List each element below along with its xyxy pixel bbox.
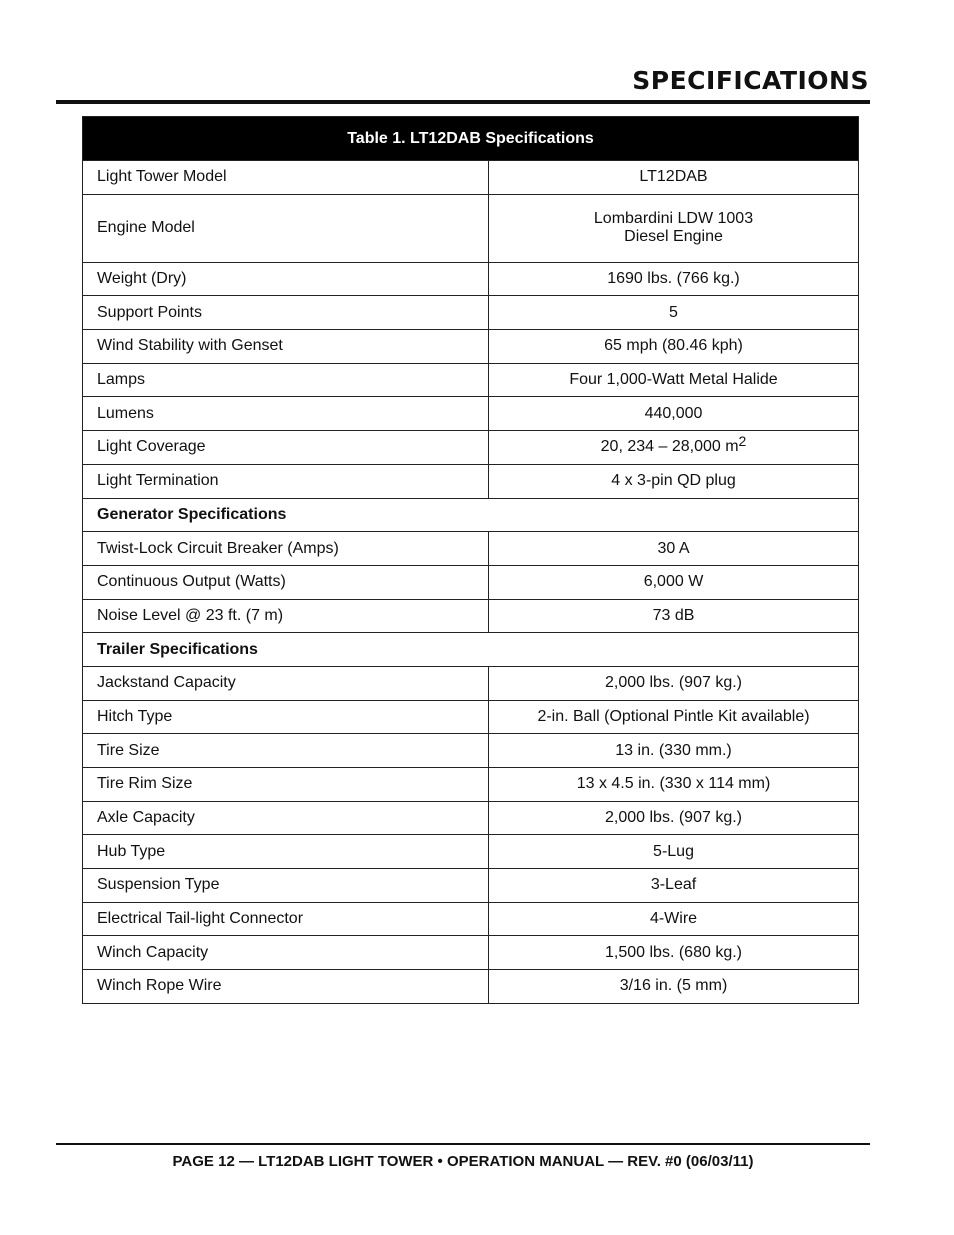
section-header-row bbox=[83, 633, 859, 667]
spec-label: Support Points bbox=[83, 296, 489, 330]
table-row bbox=[83, 835, 859, 869]
spec-value: 1,500 lbs. (680 kg.) bbox=[489, 936, 859, 970]
table-row bbox=[83, 194, 859, 262]
table-row bbox=[83, 397, 859, 431]
footer-rule bbox=[56, 1143, 870, 1145]
table-row bbox=[83, 363, 859, 397]
table-row bbox=[83, 902, 859, 936]
table-row bbox=[83, 330, 859, 364]
spec-value: 5-Lug bbox=[489, 835, 859, 869]
spec-value: 13 in. (330 mm.) bbox=[489, 734, 859, 768]
spec-value: 2-in. Ball (Optional Pintle Kit available) bbox=[489, 700, 859, 734]
table-caption-row bbox=[83, 117, 859, 161]
spec-value: 2,000 lbs. (907 kg.) bbox=[489, 801, 859, 835]
specifications-table bbox=[82, 116, 859, 1004]
spec-value-text: 20, 234 – 28,000 m bbox=[600, 438, 739, 456]
table-row bbox=[83, 161, 859, 195]
table-row bbox=[83, 296, 859, 330]
header-rule bbox=[56, 100, 870, 104]
spec-value: Four 1,000-Watt Metal Halide bbox=[489, 363, 859, 397]
table-row bbox=[83, 869, 859, 903]
spec-value-line: Diesel Engine bbox=[624, 228, 723, 246]
spec-label: Light Termination bbox=[83, 464, 489, 498]
spec-label: Hitch Type bbox=[83, 700, 489, 734]
spec-value: 6,000 W bbox=[489, 565, 859, 599]
spec-label: Lamps bbox=[83, 363, 489, 397]
table-row bbox=[83, 464, 859, 498]
section-header: Trailer Specifications bbox=[83, 633, 859, 667]
spec-value: 4-Wire bbox=[489, 902, 859, 936]
spec-label: Jackstand Capacity bbox=[83, 666, 489, 700]
section-header: Generator Specifications bbox=[83, 498, 859, 532]
spec-label: Winch Rope Wire bbox=[83, 970, 489, 1004]
spec-value: 13 x 4.5 in. (330 x 114 mm) bbox=[489, 768, 859, 802]
table-row bbox=[83, 532, 859, 566]
section-header-row bbox=[83, 498, 859, 532]
spec-value: 4 x 3-pin QD plug bbox=[489, 464, 859, 498]
spec-value: 73 dB bbox=[489, 599, 859, 633]
spec-label: Axle Capacity bbox=[83, 801, 489, 835]
spec-label: Electrical Tail-light Connector bbox=[83, 902, 489, 936]
spec-label: Lumens bbox=[83, 397, 489, 431]
spec-value: 440,000 bbox=[489, 397, 859, 431]
spec-label: Winch Capacity bbox=[83, 936, 489, 970]
spec-label: Tire Size bbox=[83, 734, 489, 768]
superscript: 2 bbox=[738, 433, 747, 450]
table-row bbox=[83, 599, 859, 633]
table-caption: Table 1. LT12DAB Specifications bbox=[83, 117, 859, 161]
spec-label: Noise Level @ 23 ft. (7 m) bbox=[83, 599, 489, 633]
spec-value: 2,000 lbs. (907 kg.) bbox=[489, 666, 859, 700]
table-row bbox=[83, 262, 859, 296]
table-row bbox=[83, 700, 859, 734]
table-row bbox=[83, 936, 859, 970]
spec-label: Tire Rim Size bbox=[83, 768, 489, 802]
spec-label: Continuous Output (Watts) bbox=[83, 565, 489, 599]
spec-label: Light Coverage bbox=[83, 431, 489, 465]
spec-value: 5 bbox=[489, 296, 859, 330]
spec-label: Wind Stability with Genset bbox=[83, 330, 489, 364]
table-row bbox=[83, 970, 859, 1004]
table-row bbox=[83, 734, 859, 768]
spec-value: 1690 lbs. (766 kg.) bbox=[489, 262, 859, 296]
table-row bbox=[83, 768, 859, 802]
spec-value bbox=[489, 194, 859, 262]
spec-value: 3-Leaf bbox=[489, 869, 859, 903]
table-row bbox=[83, 801, 859, 835]
spec-value bbox=[489, 431, 859, 465]
table-row bbox=[83, 431, 859, 465]
spec-value: LT12DAB bbox=[489, 161, 859, 195]
spec-value: 30 A bbox=[489, 532, 859, 566]
spec-label: Suspension Type bbox=[83, 869, 489, 903]
spec-label: Hub Type bbox=[83, 835, 489, 869]
table-row bbox=[83, 565, 859, 599]
spec-label: Engine Model bbox=[83, 194, 489, 262]
page-footer: PAGE 12 — LT12DAB LIGHT TOWER • OPERATION MANUAL — REV. #0 (06/03/11) bbox=[172, 1153, 754, 1170]
page-title: SPECIFICATIONS bbox=[632, 66, 869, 95]
spec-label: Light Tower Model bbox=[83, 161, 489, 195]
spec-value: 3/16 in. (5 mm) bbox=[489, 970, 859, 1004]
spec-value: 65 mph (80.46 kph) bbox=[489, 330, 859, 364]
spec-label: Twist-Lock Circuit Breaker (Amps) bbox=[83, 532, 489, 566]
spec-label: Weight (Dry) bbox=[83, 262, 489, 296]
spec-value-line: Lombardini LDW 1003 bbox=[593, 210, 754, 228]
table-row bbox=[83, 666, 859, 700]
